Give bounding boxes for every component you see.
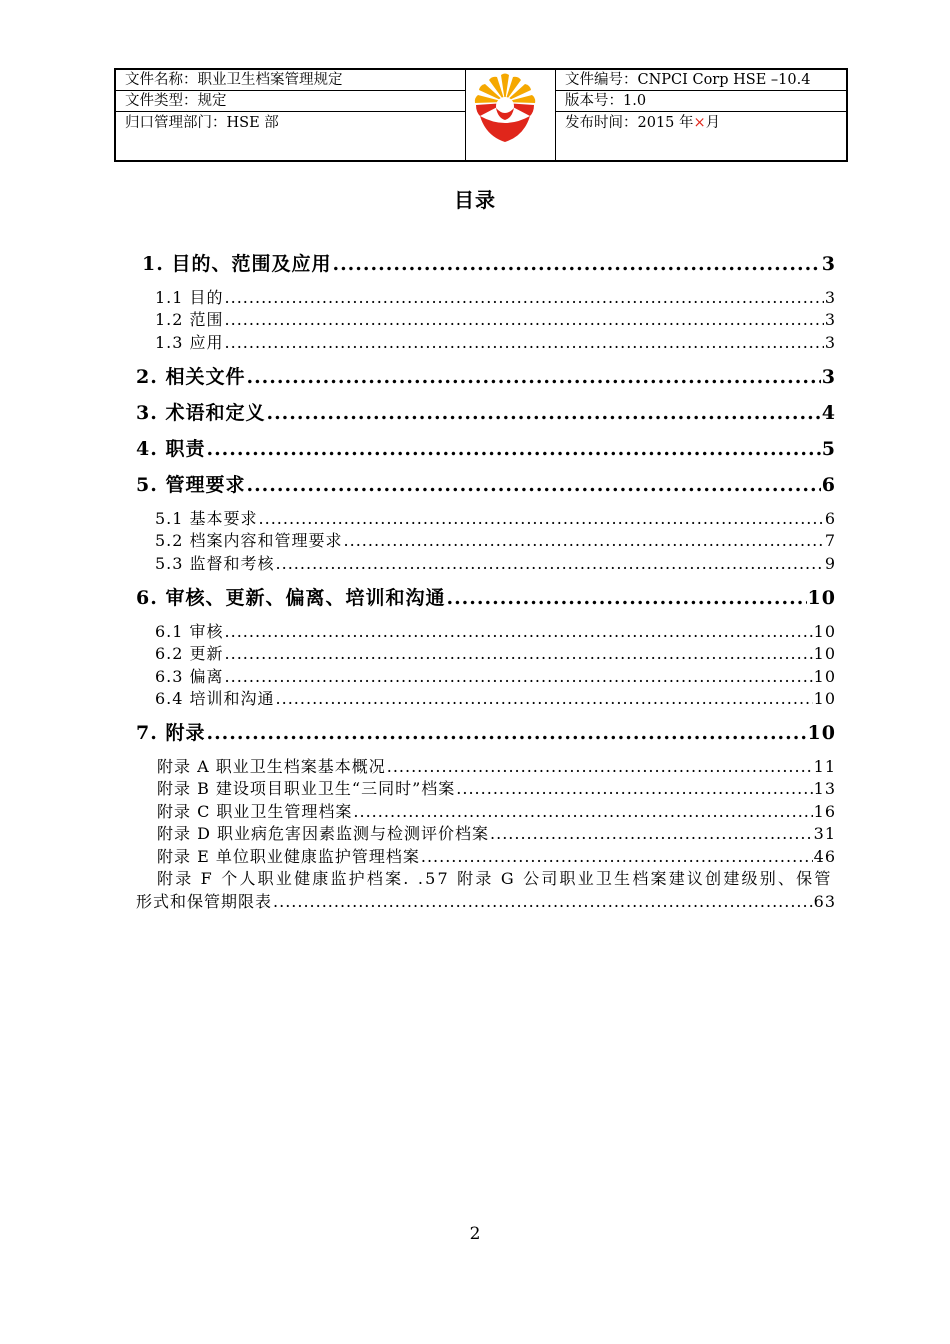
toc-entry[interactable]: [155, 307, 836, 330]
toc-leader: [273, 892, 813, 911]
toc-entry-page: 10: [813, 667, 836, 686]
toc-entry[interactable]: [136, 398, 836, 425]
toc-leader: [259, 509, 824, 528]
toc-entry[interactable]: [157, 776, 836, 799]
toc-entry-label: 5.2 档案内容和管理要求: [155, 531, 343, 550]
page-number: 2: [469, 1224, 481, 1244]
toc-entry-page: 3: [821, 253, 836, 275]
toc-entry-wrapped[interactable]: [157, 866, 836, 889]
toc-entry-page: 13: [813, 779, 836, 798]
toc-leader: [225, 310, 824, 329]
doc-version: 版本号：1.0: [565, 93, 647, 109]
toc-entry-page: 9: [824, 554, 836, 573]
toc-entry[interactable]: [136, 583, 836, 610]
release-date-mark: ×: [693, 115, 706, 131]
toc-entry[interactable]: [136, 470, 836, 497]
toc-entry-page: 10: [807, 722, 836, 744]
toc-leader: [456, 779, 812, 798]
toc-entry-label: 5.3 监督和考核: [155, 554, 275, 573]
toc-leader: [387, 757, 813, 776]
toc-entry-label: 6.3 偏离: [155, 667, 224, 686]
toc-entry-page: 3: [824, 333, 836, 352]
toc-leader: [225, 667, 813, 686]
toc-entry-page: 10: [807, 587, 836, 609]
toc-entry[interactable]: [157, 799, 836, 822]
toc-leader: [225, 644, 813, 663]
toc-entry[interactable]: [136, 434, 836, 461]
toc-leader: [266, 402, 820, 424]
toc-leader: [246, 474, 820, 496]
toc-entry-label: 5. 管理要求: [136, 474, 246, 496]
toc-entry[interactable]: [155, 506, 836, 529]
toc-entry-label: 附录 B 建设项目职业卫生“三同时”档案: [157, 779, 456, 798]
toc-entry-label: 6.1 审核: [155, 622, 224, 641]
toc-entry-label: 1.1 目的: [155, 288, 224, 307]
toc-entry-label: 1. 目的、范围及应用: [142, 253, 332, 275]
toc-entry[interactable]: [155, 551, 836, 574]
toc-entry[interactable]: [136, 718, 836, 745]
toc-entry-page: 10: [813, 622, 836, 641]
toc-leader: [206, 438, 820, 460]
toc-entry-label: 附录 A 职业卫生档案基本概况: [157, 757, 386, 776]
toc-entry-page: 3: [824, 288, 836, 307]
toc-entry[interactable]: [157, 844, 836, 867]
table-of-contents: [136, 0, 836, 1344]
toc-entry[interactable]: [142, 249, 836, 276]
toc-entry-page: 4: [821, 402, 836, 424]
doc-type: 文件类型：规定: [125, 93, 227, 109]
release-date-prefix: 发布时间：2015 年: [565, 115, 694, 131]
toc-entry-page: 7: [824, 531, 836, 550]
toc-entry-page: 6: [821, 474, 836, 496]
toc-leader: [225, 622, 813, 641]
toc-entry[interactable]: [155, 285, 836, 308]
toc-entry-page: 6: [824, 509, 836, 528]
toc-leader: [332, 253, 820, 275]
toc-entry-page: 63: [813, 892, 836, 911]
toc-entry-label: 附录 D 职业病危害因素监测与检测评价档案: [157, 824, 490, 843]
toc-entry-label: 6. 审核、更新、偏离、培训和沟通: [136, 587, 446, 609]
toc-entry-label: 附录 F 个人职业健康监护档案. .57 附录 G 公司职业卫生档案建议创建级别、保管: [157, 869, 833, 888]
toc-entry-page: 5: [821, 438, 836, 460]
toc-entry[interactable]: [157, 754, 836, 777]
toc-leader: [276, 689, 813, 708]
doc-number: 文件编号：CNPCI Corp HSE –10.4: [565, 72, 811, 88]
toc-entry-label: 7. 附录: [136, 722, 206, 744]
toc-leader: [446, 587, 806, 609]
toc-entry-label: 4. 职责: [136, 438, 206, 460]
toc-entry-label: 3. 术语和定义: [136, 402, 266, 424]
toc-entry-page: 3: [821, 366, 836, 388]
toc-entry-page: 16: [813, 802, 836, 821]
toc-entry-label: 附录 C 职业卫生管理档案: [157, 802, 353, 821]
toc-leader: [344, 531, 824, 550]
toc-entry-page: 46: [813, 847, 836, 866]
toc-entry-label: 6.2 更新: [155, 644, 224, 663]
toc-entry[interactable]: [155, 664, 836, 687]
toc-entry[interactable]: [157, 821, 836, 844]
toc-entry-label: 6.4 培训和沟通: [155, 689, 275, 708]
toc-entry[interactable]: [155, 528, 836, 551]
toc-entry-page: 10: [813, 689, 836, 708]
toc-entry[interactable]: [155, 619, 836, 642]
toc-entry[interactable]: [155, 641, 836, 664]
toc-leader: [353, 802, 812, 821]
toc-entry[interactable]: [155, 330, 836, 353]
toc-leader: [246, 366, 820, 388]
toc-entry-label: 附录 E 单位职业健康监护管理档案: [157, 847, 420, 866]
toc-entry-label: 1.3 应用: [155, 333, 224, 352]
doc-name: 文件名称：职业卫生档案管理规定: [125, 72, 343, 88]
toc-entry[interactable]: [155, 686, 836, 709]
managing-department: 归口管理部门：HSE 部: [125, 115, 279, 131]
toc-entry-page: 10: [813, 644, 836, 663]
toc-entry[interactable]: [136, 362, 836, 389]
toc-entry-label: 1.2 范围: [155, 310, 224, 329]
toc-entry-label: 5.1 基本要求: [155, 509, 258, 528]
toc-leader: [276, 554, 824, 573]
toc-entry-page: 3: [824, 310, 836, 329]
toc-entry-page: 11: [813, 757, 836, 776]
toc-title: 目录: [454, 188, 496, 212]
toc-entry-label: 形式和保管期限表: [136, 892, 273, 911]
toc-leader: [421, 847, 813, 866]
toc-entry-page: 31: [813, 824, 836, 843]
toc-leader: [225, 288, 824, 307]
toc-leader: [490, 824, 813, 843]
toc-leader: [225, 333, 824, 352]
release-date-suffix: 月: [705, 115, 721, 131]
toc-entry[interactable]: [136, 889, 836, 912]
toc-entry-label: 2. 相关文件: [136, 366, 246, 388]
toc-leader: [206, 722, 806, 744]
